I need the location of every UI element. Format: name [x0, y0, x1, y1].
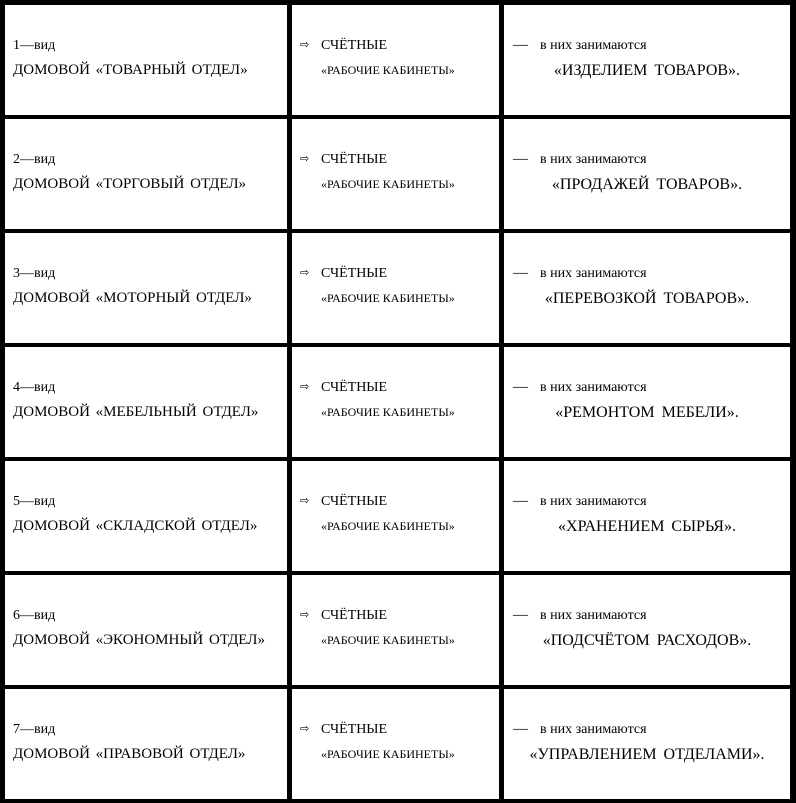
right-arrow-icon: ⇨: [300, 722, 310, 735]
rooms-cell: [292, 233, 499, 343]
activity-name: «ПРОДАЖЕЙ ТОВАРОВ».: [551, 176, 743, 193]
right-arrow-icon: ⇨: [300, 608, 310, 621]
activity-cell: [504, 347, 790, 457]
department-cell: [5, 347, 287, 457]
type-number: 6—вид: [13, 608, 56, 623]
activity-name: «ХРАНЕНИЕМ СЫРЬЯ».: [558, 518, 736, 535]
rooms-title: СЧЁТНЫЕ: [321, 722, 388, 737]
rooms-subtitle: «РАБОЧИЕ КАБИНЕТЫ»: [321, 519, 455, 533]
table-row: [0, 233, 796, 343]
rooms-subtitle: «РАБОЧИЕ КАБИНЕТЫ»: [321, 405, 455, 419]
activity-intro: в них занимаются: [540, 266, 647, 281]
department-cell: [5, 575, 287, 685]
type-number: 1—вид: [13, 38, 56, 53]
activity-intro: в них занимаются: [540, 608, 647, 623]
activity-cell: [504, 575, 790, 685]
rooms-cell: [292, 575, 499, 685]
type-number: 2—вид: [13, 152, 56, 167]
table-row: [0, 119, 796, 229]
rooms-title: СЧЁТНЫЕ: [321, 380, 388, 395]
dash: —: [513, 265, 528, 281]
department-cell: [5, 233, 287, 343]
department-cell: [5, 461, 287, 571]
type-number: 5—вид: [13, 494, 56, 509]
department-name: ДОМОВОЙ «ЭКОНОМНЫЙ ОТДЕЛ»: [13, 632, 265, 648]
rooms-cell: [292, 347, 499, 457]
dash: —: [513, 493, 528, 509]
rooms-cell: [292, 5, 499, 115]
rooms-subtitle: «РАБОЧИЕ КАБИНЕТЫ»: [321, 177, 455, 191]
type-number: 4—вид: [13, 380, 56, 395]
activity-name: «УПРАВЛЕНИЕМ ОТДЕЛАМИ».: [529, 746, 765, 763]
table-row: [0, 575, 796, 685]
dash: —: [513, 721, 528, 737]
activity-cell: [504, 5, 790, 115]
rooms-title: СЧЁТНЫЕ: [321, 608, 388, 623]
rooms-title: СЧЁТНЫЕ: [321, 494, 388, 509]
department-name: ДОМОВОЙ «ПРАВОВОЙ ОТДЕЛ»: [13, 746, 246, 762]
activity-cell: [504, 119, 790, 229]
activity-cell: [504, 461, 790, 571]
department-cell: [5, 5, 287, 115]
rooms-cell: [292, 689, 499, 799]
dash: —: [513, 37, 528, 53]
table-row: [0, 347, 796, 457]
activity-name: «РЕМОНТОМ МЕБЕЛИ».: [555, 404, 739, 421]
department-name: ДОМОВОЙ «СКЛАДСКОЙ ОТДЕЛ»: [13, 518, 258, 534]
activity-intro: в них занимаются: [540, 38, 647, 53]
activity-cell: [504, 233, 790, 343]
activity-name: «ПОДСЧЁТОМ РАСХОДОВ».: [542, 632, 752, 649]
department-cell: [5, 689, 287, 799]
activity-name: «ИЗДЕЛИЕМ ТОВАРОВ».: [553, 62, 741, 79]
department-cell: [5, 119, 287, 229]
type-number: 7—вид: [13, 722, 56, 737]
department-name: ДОМОВОЙ «МЕБЕЛЬНЫЙ ОТДЕЛ»: [13, 404, 259, 420]
rooms-subtitle: «РАБОЧИЕ КАБИНЕТЫ»: [321, 747, 455, 761]
activity-intro: в них занимаются: [540, 152, 647, 167]
right-arrow-icon: ⇨: [300, 380, 310, 393]
right-arrow-icon: ⇨: [300, 152, 310, 165]
rooms-title: СЧЁТНЫЕ: [321, 38, 388, 53]
right-arrow-icon: ⇨: [300, 38, 310, 51]
rooms-title: СЧЁТНЫЕ: [321, 266, 388, 281]
department-name: ДОМОВОЙ «ТОВАРНЫЙ ОТДЕЛ»: [13, 62, 248, 78]
right-arrow-icon: ⇨: [300, 494, 310, 507]
activity-cell: [504, 689, 790, 799]
table-row: [0, 461, 796, 571]
activity-name: «ПЕРЕВОЗКОЙ ТОВАРОВ».: [544, 290, 750, 307]
type-number: 3—вид: [13, 266, 56, 281]
table-row: [0, 5, 796, 115]
table-row: [0, 689, 796, 799]
activity-intro: в них занимаются: [540, 494, 647, 509]
dash: —: [513, 607, 528, 623]
rooms-subtitle: «РАБОЧИЕ КАБИНЕТЫ»: [321, 63, 455, 77]
dash: —: [513, 379, 528, 395]
activity-intro: в них занимаются: [540, 722, 647, 737]
rooms-subtitle: «РАБОЧИЕ КАБИНЕТЫ»: [321, 291, 455, 305]
department-name: ДОМОВОЙ «ТОРГОВЫЙ ОТДЕЛ»: [13, 176, 247, 192]
activity-intro: в них занимаются: [540, 380, 647, 395]
right-arrow-icon: ⇨: [300, 266, 310, 279]
department-name: ДОМОВОЙ «МОТОРНЫЙ ОТДЕЛ»: [13, 290, 252, 306]
dash: —: [513, 151, 528, 167]
rooms-cell: [292, 119, 499, 229]
rooms-cell: [292, 461, 499, 571]
rooms-subtitle: «РАБОЧИЕ КАБИНЕТЫ»: [321, 633, 455, 647]
rooms-title: СЧЁТНЫЕ: [321, 152, 388, 167]
